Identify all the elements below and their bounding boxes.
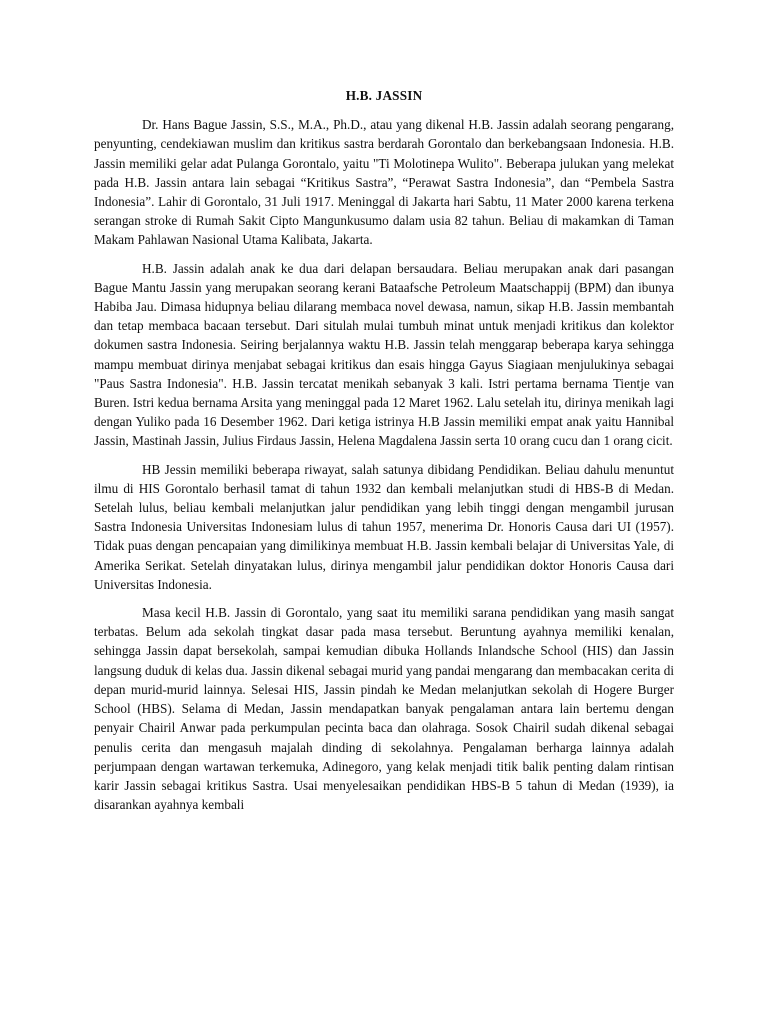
paragraph-childhood: Masa kecil H.B. Jassin di Gorontalo, yang saat itu memiliki sarana pendidikan yang masih sangat terbatas. Belum ada sekolah tingkat dasar pada masa tersebut. Beruntung ayahnya memiliki kenalan, sehingga Jassin dapat bersekolah, sampai kemudian dibuka Hollands Inlandsche School (HIS) dan Jassin langsung duduk di kelas dua. Jassin dikenal sebagai murid yang pandai mengarang dan membacakan cerita di depan murid-murid lainnya. Selesai HIS, Jassin pindah ke Medan melanjutkan sekolah di Hogere Burger School (HBS). Selama di Medan, Jassin mendapatkan banyak pengalaman antara lain bertemu dengan penyair Chairil Anwar pada perkumpulan pecinta baca dan olahraga. Sosok Chairil sudah dikenal sebagai penulis cerita dan mengasuh majalah dinding di sekolahnya. Pengalaman berharga lainnya adalah perjumpaan dengan wartawan terkemuka, Adinegoro, yang kelak menjadi titik balik penting dalam rintisan karir Jassin sebagai kritikus Sastra. Usai menyelesaikan pendidikan HBS-B 5 tahun di Medan (1939), ia disarankan ayahnya kembali <box>94 605 674 813</box>
document-body <box>94 86 674 823</box>
paragraph-family: H.B. Jassin adalah anak ke dua dari delapan bersaudara. Beliau merupakan anak dari pasangan Bague Mantu Jassin yang merupakan seorang kerani Bataafsche Petroleum Maatschappij (BPM) dan ibunya Habiba Jau. Dimasa hidupnya beliau dilarang membaca novel dewasa, namun, sikap H.B. Jassin membantah dan tetap membaca bacaan tersebut. Dari situlah mulai tumbuh minat untuk menjadi kritikus dan kolektor dokumen sastra Indonesia. Seiring berjalannya waktu H.B. Jassin telah menggarap beberapa karya sehingga mampu membuat dirinya menjabat sebagai kritikus dan esais hingga Gayus Siagiaan menjulukinya sebagai "Paus Sastra Indonesia". H.B. Jassin tercatat menikah sebanyak 3 kali. Istri pertama bernama Tientje van Buren. Istri kedua bernama Arsita yang meninggal pada 12 Maret 1962. Lalu setelah itu, dirinya menikah lagi dengan Yuliko pada 16 Desember 1962. Dari ketiga istrinya H.B Jassin memiliki empat anak yaitu Hannibal Jassin, Mastinah Jassin, Julius Firdaus Jassin, Helena Magdalena Jassin serta 10 orang cucu dan 1 orang cicit. <box>94 260 674 449</box>
document-title: H.B. JASSIN <box>345 88 423 103</box>
paragraph-education: HB Jessin memiliki beberapa riwayat, salah satunya dibidang Pendidikan. Beliau dahulu menuntut ilmu di HIS Gorontalo berhasil tamat di tahun 1932 dan kembali melanjutkan studi di HBS-B di Medan. Setelah lulus, beliau kembali melanjutkan jalur pendidikan yang lebih tinggi dengan mengambil jurusan Sastra Indonesia Universitas Indonesiam lulus di tahun 1957, menerima Dr. Honoris Causa dari UI (1957). Tidak puas dengan pencapaian yang dimilikinya membuat H.B. Jassin kembali belajar di Universitas Yale, di Amerika Serikat. Setelah dinyatakan lulus, dirinya mengambil jalur pendidikan doktor Honoris Causa dari Universitas Indonesia. <box>94 461 674 592</box>
paragraph-biography-intro: Dr. Hans Bague Jassin, S.S., M.A., Ph.D., atau yang dikenal H.B. Jassin adalah seorang pengarang, penyunting, cendekiawan muslim dan kritikus sastra berdarah Gorontalo dan berkebangsaan Indonesia. H.B. Jassin memiliki gelar adat Pulanga Gorontalo, yaitu "Ti Molotinepa Wulito". Beberapa julukan yang melekat pada H.B. Jassin antara lain sebagai “Kritikus Sastra”, “Perawat Sastra Indonesia”, dan “Pembela Sastra Indonesia”. Lahir di Gorontalo, 31 Juli 1917. Meninggal di Jakarta hari Sabtu, 11 Mater 2000 karena terkena serangan stroke di Rumah Sakit Cipto Mangunkusumo dalam usia 82 tahun. Beliau di makamkan di Taman Makam Pahlawan Nasional Utama Kalibata, Jakarta. <box>94 117 674 248</box>
